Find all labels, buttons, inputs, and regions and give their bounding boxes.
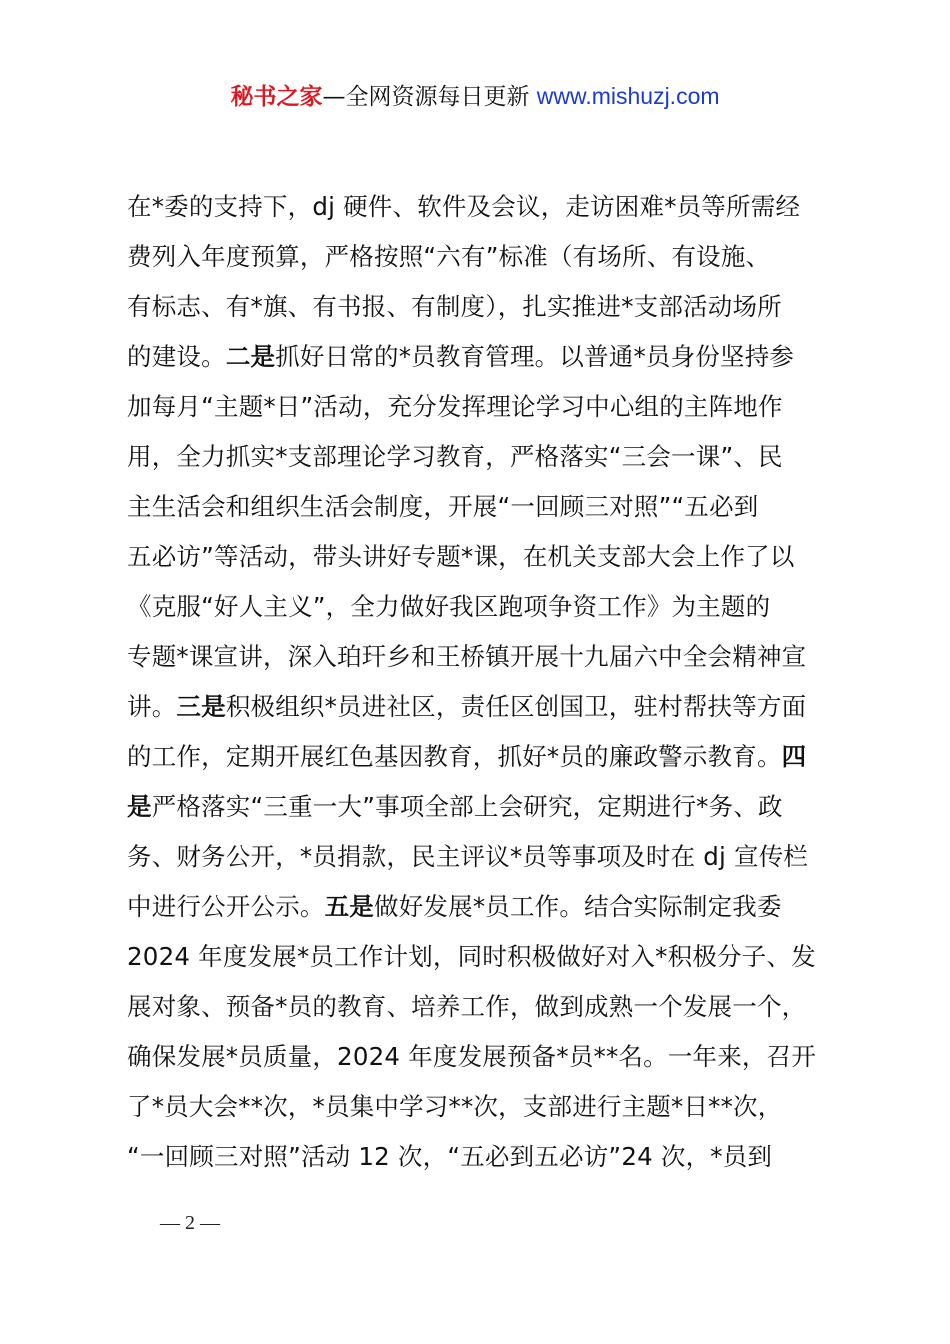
text-span: 中进行公开公示。 bbox=[127, 892, 325, 921]
text-span: 展对象、预备*员的教育、培养工作，做到成熟一个发展一个， bbox=[127, 992, 807, 1021]
text-span: “一回顾三对照”活动 12 次，“五必到五必访”24 次，*员到 bbox=[127, 1142, 773, 1171]
bold-keyword: 五是 bbox=[324, 892, 375, 921]
document-body bbox=[127, 182, 837, 1182]
text-span: 的工作，定期开展红色基因教育，抓好*员的廉政警示教育。 bbox=[127, 742, 782, 771]
text-line bbox=[127, 982, 837, 1032]
text-line bbox=[127, 532, 837, 582]
text-line bbox=[127, 932, 837, 982]
text-line bbox=[127, 1082, 837, 1132]
text-line bbox=[127, 882, 837, 932]
text-line bbox=[127, 782, 837, 832]
text-span: 严格落实“三重一大”事项全部上会研究，定期进行*务、政 bbox=[151, 792, 783, 821]
text-span: 用，全力抓实*支部理论学习教育，严格落实“三会一课”、民 bbox=[127, 442, 783, 471]
text-span: 《克服“好人主义”，全力做好我区跑项争资工作》为主题的 bbox=[127, 592, 771, 621]
text-span: 专题*课宣讲，深入珀玕乡和王桥镇开展十九届六中全会精神宣 bbox=[127, 642, 807, 671]
text-span: 费列入年度预算，严格按照“六有”标准（有场所、有设施、 bbox=[127, 242, 771, 271]
page-number: — 2 — bbox=[160, 1212, 220, 1234]
bold-keyword: 是 bbox=[127, 792, 152, 821]
text-line bbox=[127, 232, 837, 282]
text-line bbox=[127, 732, 837, 782]
text-span: 做好发展*员工作。结合实际制定我委 bbox=[374, 892, 782, 921]
text-span: 主生活会和组织生活会制度，开展“一回顾三对照”“五必到 bbox=[127, 492, 759, 521]
text-line bbox=[127, 382, 837, 432]
brand-name: 秘书之家 bbox=[230, 84, 323, 110]
text-span: 了*员大会**次，*员集中学习**次，支部进行主题*日**次， bbox=[127, 1092, 783, 1121]
text-span: 有标志、有*旗、有书报、有制度），扎实推进*支部活动场所 bbox=[127, 292, 782, 321]
text-span: 抓好日常的*员教育管理。以普通*员身份坚持参 bbox=[275, 342, 795, 371]
text-span: 务、财务公开，*员捐款，民主评议*员等事项及时在 dj 宣传栏 bbox=[127, 842, 809, 871]
bold-keyword: 四 bbox=[781, 742, 807, 771]
text-span: 加每月“主题*日”活动，充分发挥理论学习中心组的主阵地作 bbox=[127, 392, 783, 421]
text-line bbox=[127, 482, 837, 532]
text-line bbox=[127, 832, 837, 882]
text-line bbox=[127, 582, 837, 632]
text-span: 在*委的支持下，dj 硬件、软件及会议，走访困难*员等所需经 bbox=[127, 192, 801, 221]
text-line bbox=[127, 432, 837, 482]
header-tagline: —全网资源每日更新 bbox=[322, 84, 530, 110]
bold-keyword: 二是 bbox=[225, 342, 276, 371]
text-span: 讲。 bbox=[127, 692, 177, 721]
text-line bbox=[127, 182, 837, 232]
site-url-link[interactable]: www.mishuzj.com bbox=[536, 83, 720, 109]
text-line bbox=[127, 682, 837, 732]
text-line bbox=[127, 1032, 837, 1082]
text-span: 积极组织*员进社区，责任区创国卫，驻村帮扶等方面 bbox=[225, 692, 807, 721]
text-line bbox=[127, 282, 837, 332]
text-line bbox=[127, 632, 837, 682]
text-span: 确保发展*员质量，2024 年度发展预备*员**名。一年来，召开 bbox=[127, 1042, 817, 1071]
bold-keyword: 三是 bbox=[176, 692, 226, 721]
text-span: 2024 年度发展*员工作计划，同时积极做好对入*积极分子、发 bbox=[127, 942, 816, 971]
text-line bbox=[127, 1132, 837, 1182]
site-header bbox=[0, 80, 950, 113]
text-span: 的建设。 bbox=[127, 342, 226, 371]
text-line bbox=[127, 332, 837, 382]
text-span: 五必访”等活动，带头讲好专题*课，在机关支部大会上作了以 bbox=[127, 542, 795, 571]
